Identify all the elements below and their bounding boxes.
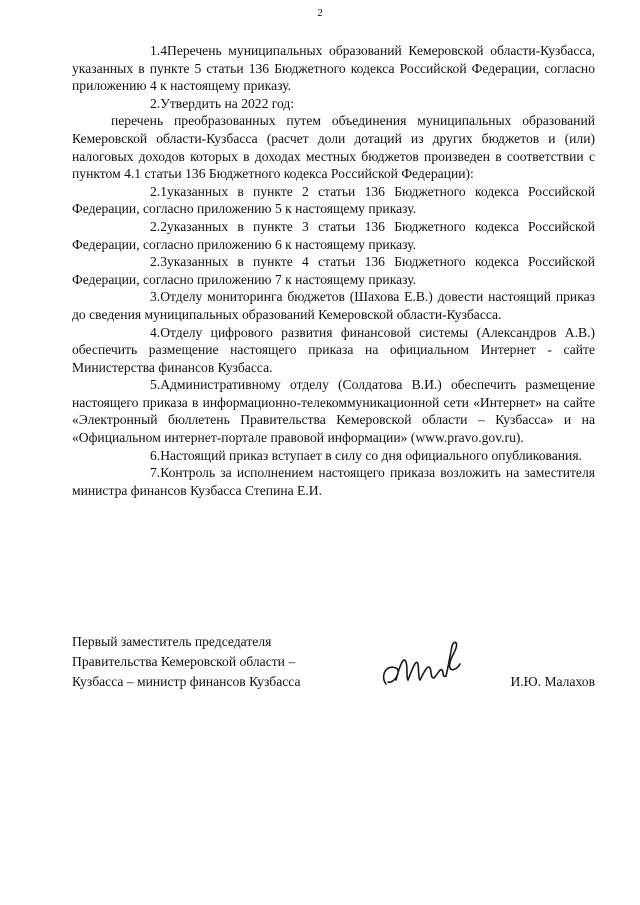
signatory-title-line: Кузбасса – министр финансов Кузбасса — [72, 674, 301, 689]
paragraph-2-3 — [72, 253, 595, 288]
paragraph-7 — [72, 464, 595, 499]
signatory-title-line: Правительства Кемеровской области – — [72, 654, 296, 669]
paragraph-3 — [72, 288, 595, 323]
paragraph-text: Контроль за исполнением настоящего приказа возложить на заместителя министра финансов Кузбасса Степина Е.И. — [72, 465, 595, 498]
paragraph-text: Административному отделу (Солдатова В.И.) обеспечить размещение настоящего приказа в информационно-телекоммуникационной сети «Интернет» на сайте «Электронный бюллетень Правительства Кемеровской области – Кузбасса» и на «Официальном интернет-портале правовой информации» (www.pravo.gov.ru). — [72, 377, 595, 446]
paragraph-number: 7. — [150, 465, 161, 481]
paragraph-text: перечень преобразованных путем объединения муниципальных образований Кемеровской области-Кузбасса (расчет доли дотаций из других бюджетов и (или) налоговых доходов которых в доходах местных бюджетов произведен в соответствии с пунктом 4.1 статьи 136 Бюджетного кодекса Российской Федерации): — [72, 113, 595, 182]
paragraph-text: указанных в пункте 4 статьи 136 Бюджетного кодекса Российской Федерации, согласно приложению 7 к настоящему приказу. — [72, 254, 595, 287]
paragraph-number: 2.3 — [150, 254, 167, 270]
signature-block — [72, 632, 595, 712]
paragraph-number: 2.2 — [150, 218, 167, 234]
handwritten-signature — [372, 634, 472, 694]
signatory-name: И.Ю. Малахов — [510, 674, 595, 689]
paragraph-number: 2.1 — [150, 183, 167, 199]
paragraph-text: указанных в пункте 3 статьи 136 Бюджетного кодекса Российской Федерации, согласно приложению 6 к настоящему приказу. — [72, 218, 595, 252]
paragraph-4 — [72, 324, 595, 377]
paragraph-number: 2. — [150, 95, 161, 111]
paragraph-text: указанных в пункте 2 статьи 136 Бюджетного кодекса Российской Федерации, согласно приложению 5 к настоящему приказу. — [72, 183, 595, 217]
paragraph-2-2 — [72, 218, 595, 253]
paragraph-6 — [72, 447, 595, 465]
paragraph-number: 6. — [150, 447, 161, 463]
document-body — [72, 42, 595, 499]
paragraph-number: 5. — [150, 377, 161, 393]
paragraph-2-list — [72, 112, 595, 182]
paragraph-2-1 — [72, 183, 595, 218]
paragraph-number: 1.4 — [150, 43, 167, 58]
paragraph-text: Отделу цифрового развития финансовой системы (Александров А.В.) обеспечить размещение настоящего приказа на официальном Интернет - сайте Министерства финансов Кузбасса. — [72, 324, 595, 375]
paragraph-text: Настоящий приказ вступает в силу со дня официального опубликования. — [160, 447, 582, 463]
page-number: 2 — [317, 7, 323, 19]
paragraph-1-4 — [72, 42, 595, 95]
signatory-title-line: Первый заместитель председателя — [72, 634, 272, 649]
paragraph-text: Перечень муниципальных образований Кемеровской области-Кузбасса, указанных в пункте 5 статьи 136 Бюджетного кодекса Российской Федерации, согласно приложению 4 к настоящему приказу. — [72, 43, 595, 94]
paragraph-number: 3. — [150, 289, 161, 305]
paragraph-number: 4. — [150, 324, 161, 340]
paragraph-text: Отделу мониторинга бюджетов (Шахова Е.В.) довести настоящий приказ до сведения муниципальных образований Кемеровской области-Кузбасса. — [72, 289, 595, 322]
paragraph-5 — [72, 376, 595, 446]
signatory-title — [72, 632, 352, 692]
paragraph-text: Утвердить на 2022 год: — [160, 95, 295, 111]
paragraph-2 — [72, 95, 595, 113]
